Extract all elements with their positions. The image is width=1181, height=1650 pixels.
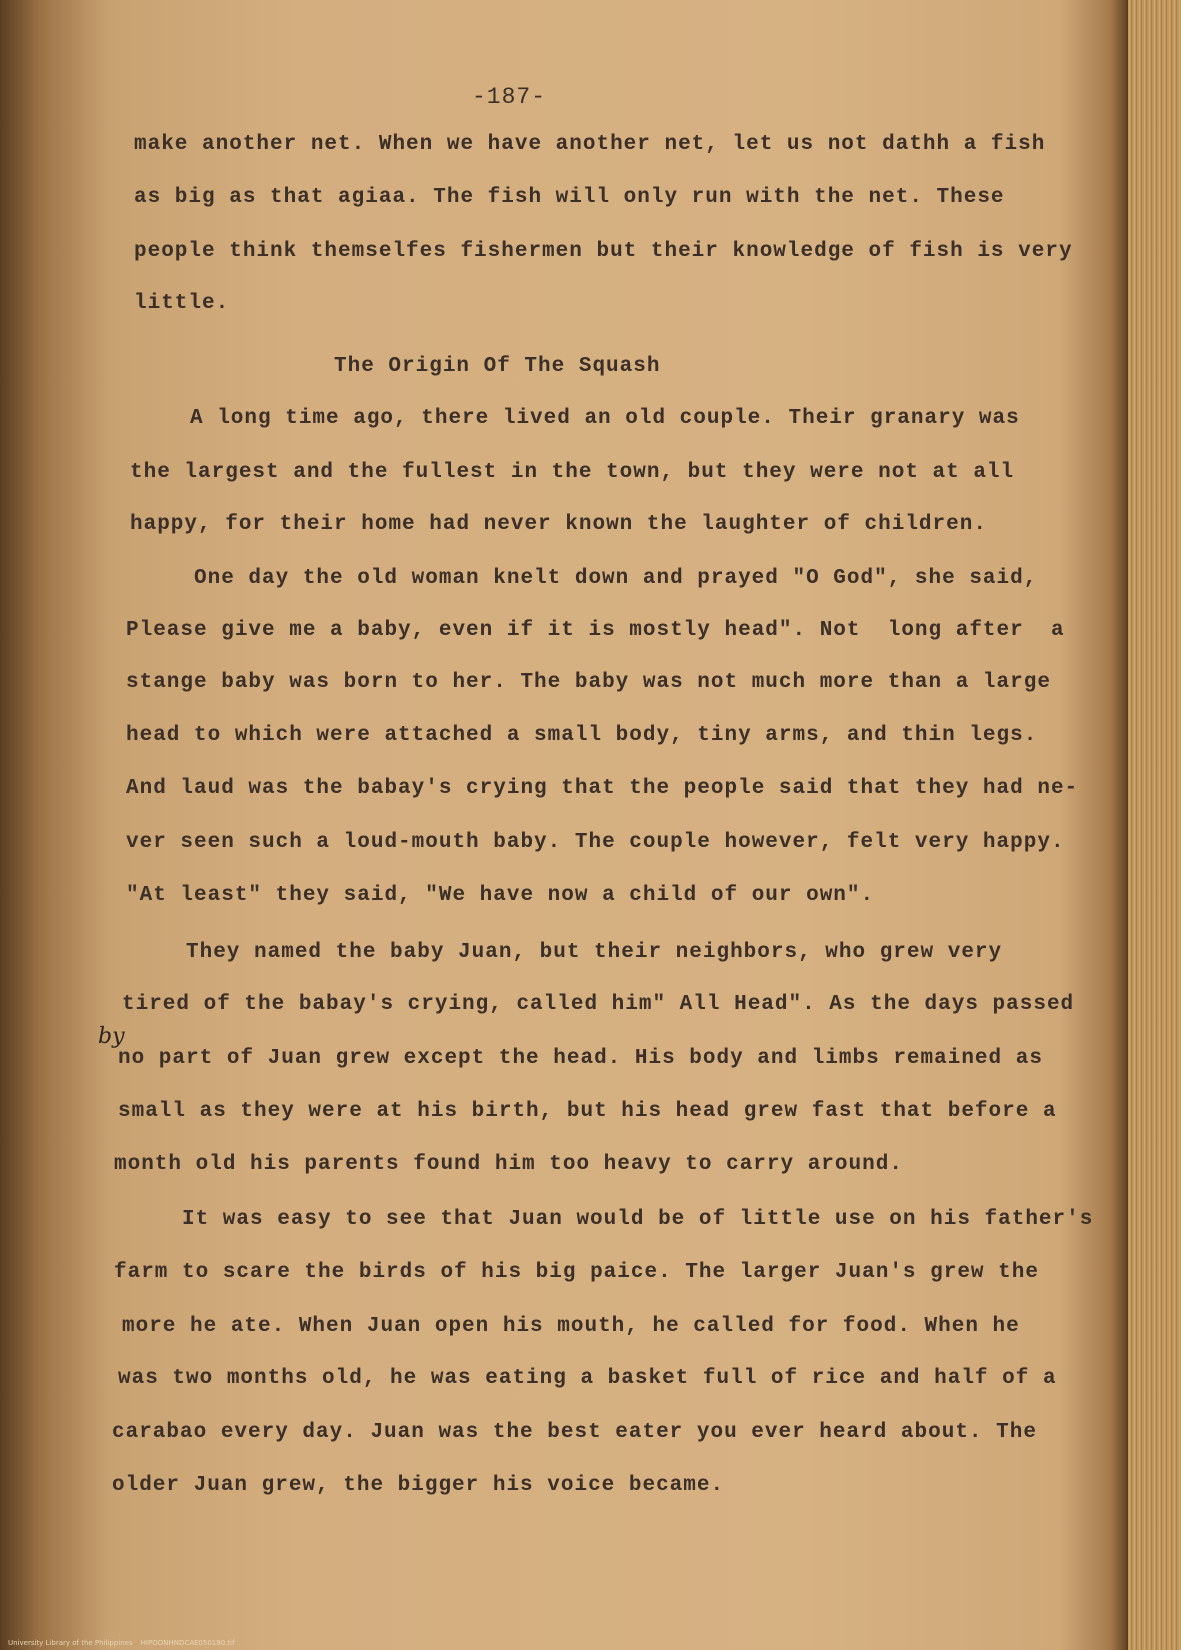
text-line: A long time ago, there lived an old couple. Their granary was (190, 407, 1020, 430)
text-line: was two months old, he was eating a basket full of rice and half of a (118, 1367, 1057, 1390)
text-line: happy, for their home had never known the laughter of children. (130, 513, 987, 536)
text-line: And laud was the babay's crying that the people said that they had ne- (126, 777, 1079, 800)
text-line: the largest and the fullest in the town, but they were not at all (130, 461, 1015, 484)
text-line: They named the baby Juan, but their neighbors, who grew very (186, 941, 1003, 964)
text-line: people think themselfes fishermen but their knowledge of fish is very (134, 240, 1073, 263)
story-heading: The Origin Of The Squash (334, 355, 661, 378)
text-line: as big as that agiaa. The fish will only run with the net. These (134, 186, 1005, 209)
text-line: little. (134, 292, 230, 315)
text-line: Please give me a baby, even if it is mostly head". Not long after a (126, 619, 1065, 642)
text-line: carabao every day. Juan was the best eater you ever heard about. The (112, 1421, 1037, 1444)
text-line: older Juan grew, the bigger his voice became. (112, 1474, 725, 1497)
text-line: small as they were at his birth, but his head grew fast that before a (118, 1100, 1057, 1123)
scan-footer (0, 1637, 1128, 1650)
text-line: It was easy to see that Juan would be of little use on his father's (182, 1208, 1094, 1231)
footer-filename: HIPOONHNDCAE050190.tif (140, 1639, 235, 1647)
text-line: more he ate. When Juan open his mouth, he called for food. When he (122, 1315, 1020, 1338)
text-line: make another net. When we have another net, let us not dathh a fish (134, 133, 1046, 156)
text-line: One day the old woman knelt down and prayed "O God", she said, (194, 567, 1038, 590)
text-line: tired of the babay's crying, called him" All Head". As the days passed (122, 993, 1075, 1016)
text-line: ver seen such a loud-mouth baby. The couple however, felt very happy. (126, 831, 1065, 854)
text-line: farm to scare the birds of his big paice. The larger Juan's grew the (114, 1261, 1039, 1284)
page-number: -187- (472, 84, 547, 110)
text-line: "At least" they said, "We have now a child of our own". (126, 884, 875, 907)
text-line: no part of Juan grew except the head. His body and limbs remained as (118, 1047, 1043, 1070)
text-line: head to which were attached a small body, tiny arms, and thin legs. (126, 724, 1038, 747)
footer-library: University Library of the Philippines (8, 1639, 133, 1647)
handwritten-note: by (98, 1024, 125, 1049)
text-line: stange baby was born to her. The baby was not much more than a large (126, 671, 1051, 694)
text-line: month old his parents found him too heavy to carry around. (114, 1153, 903, 1176)
